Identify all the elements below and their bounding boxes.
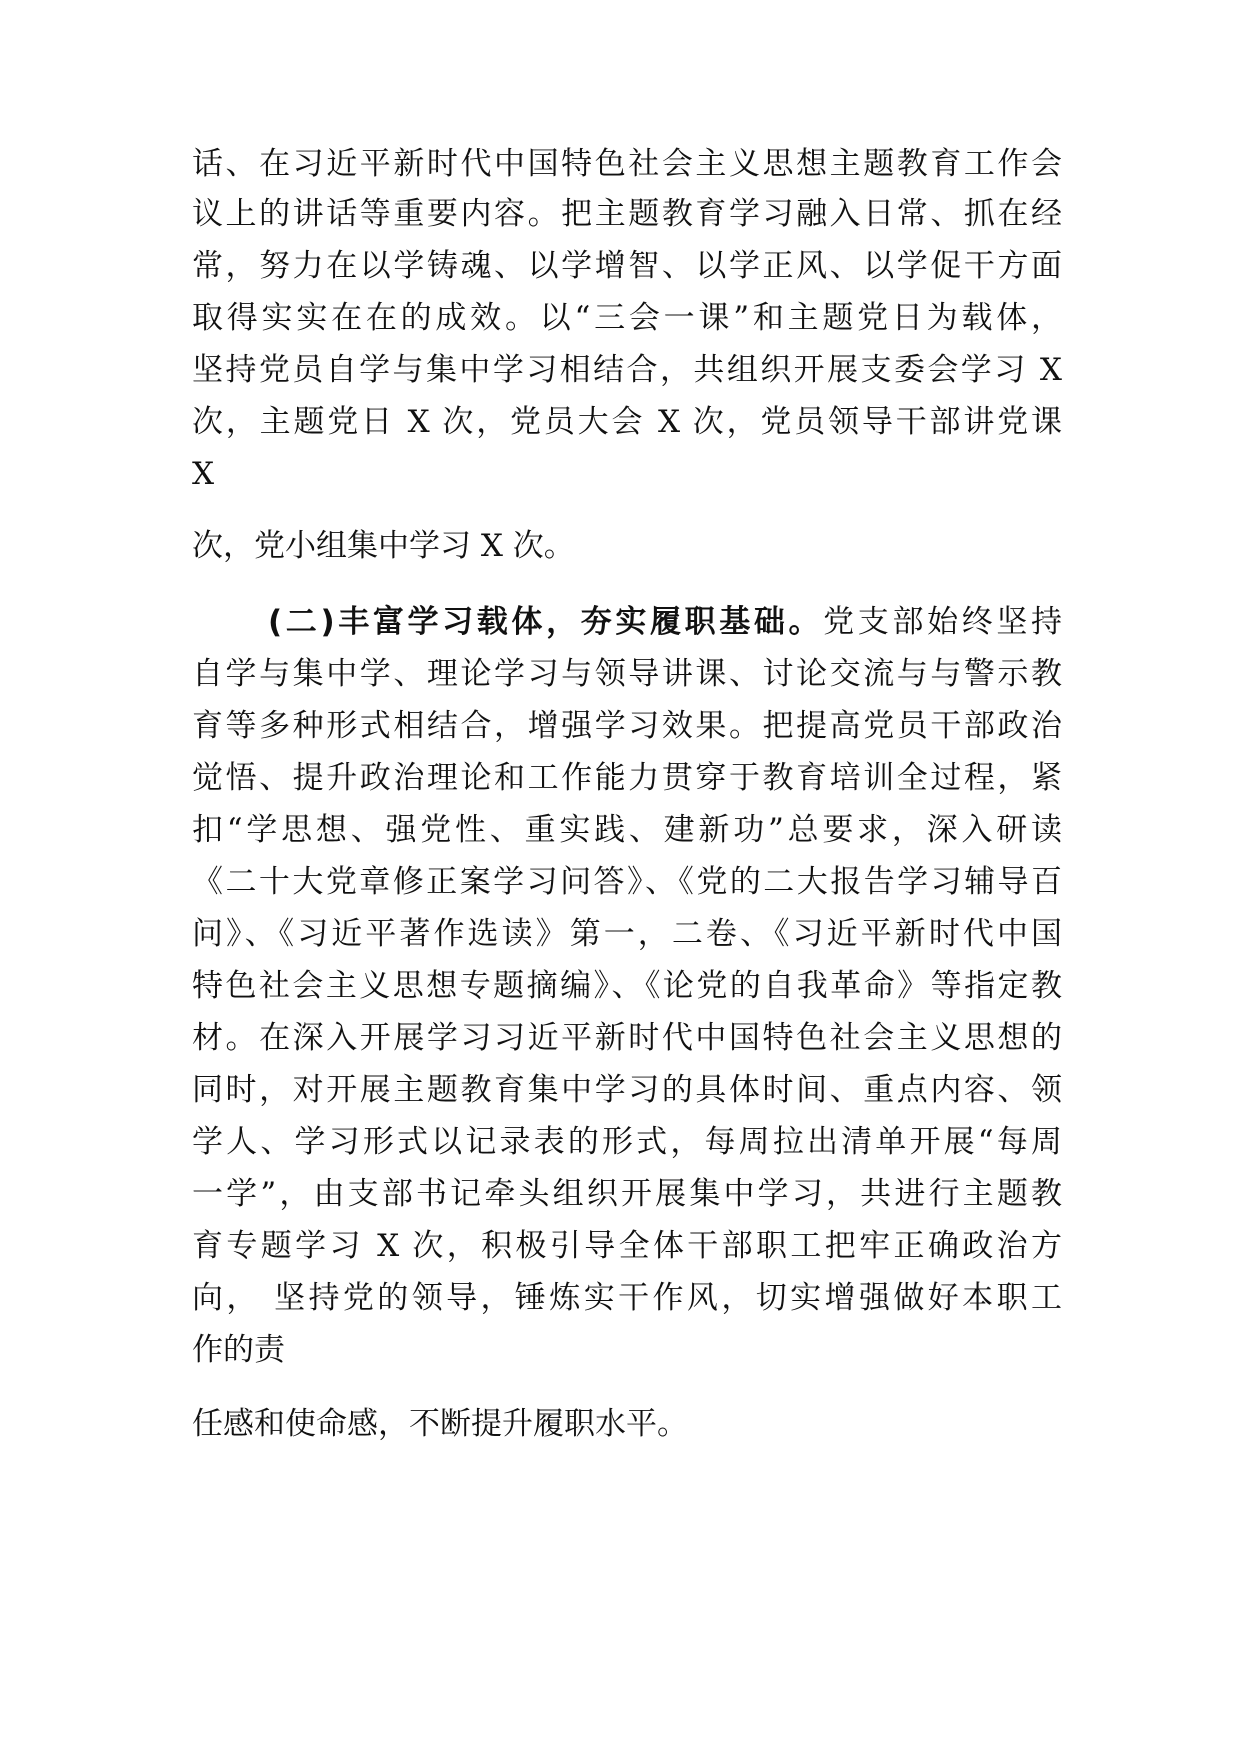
text-line: 扣“学思想、强党性、重实践、建新功”总要求，深入研读 <box>192 812 1062 848</box>
text-line: 议上的讲话等重要内容。把主题教育学习融入日常、抓在经 <box>192 196 1062 232</box>
text-line: 自学与集中学、理论学习与领导讲课、讨论交流与与警示教 <box>192 656 1062 692</box>
text-line: 同时，对开展主题教育集中学习的具体时间、重点内容、领 <box>192 1072 1062 1108</box>
text-line: 话、在习近平新时代中国特色社会主义思想主题教育工作会 <box>192 146 1062 182</box>
text-line: 向， 坚持党的领导，锤炼实干作风，切实增强做好本职工 <box>192 1280 1062 1316</box>
text-line: 育等多种形式相结合，增强学习效果。把提高党员干部政治 <box>192 708 1062 744</box>
text-line: 育专题学习 X 次，积极引导全体干部职工把牢正确政治方 <box>192 1228 1062 1264</box>
text-line: 学人、学习形式以记录表的形式，每周拉出清单开展“每周 <box>192 1124 1062 1160</box>
text-line: 次，主题党日 X 次，党员大会 X 次，党员领导干部讲党课 <box>192 404 1062 440</box>
section-heading-rest: 党支部始终坚持 <box>823 604 1062 640</box>
section-heading-line <box>268 594 1062 650</box>
text-line: 特色社会主义思想专题摘编》、《论党的自我革命》等指定教 <box>192 968 1062 1004</box>
text-line: 材。在深入开展学习习近平新时代中国特色社会主义思想的 <box>192 1020 1062 1056</box>
text-line: 次，党小组集中学习 X 次。 <box>192 528 575 564</box>
text-line: 常，努力在以学铸魂、以学增智、以学正风、以学促干方面 <box>192 248 1062 284</box>
text-line: 问》、《习近平著作选读》第一，二卷、《习近平新时代中国 <box>192 916 1062 952</box>
text-line: 觉悟、提升政治理论和工作能力贯穿于教育培训全过程，紧 <box>192 760 1062 796</box>
text-line: 任感和使命感，不断提升履职水平。 <box>192 1406 688 1442</box>
text-line: 作的责 <box>192 1332 285 1368</box>
text-line: 坚持党员自学与集中学习相结合，共组织开展支委会学习 X <box>192 352 1062 388</box>
section-heading: (二)丰富学习载体，夯实履职基础。 <box>268 604 824 640</box>
text-line: 一学”，由支部书记牵头组织开展集中学习，共进行主题教 <box>192 1176 1062 1212</box>
text-line: 《二十大党章修正案学习问答》、《党的二大报告学习辅导百 <box>192 864 1062 900</box>
text-line: 取得实实在在的成效。以“三会一课”和主题党日为载体， <box>192 300 1062 336</box>
text-line: X <box>192 456 215 492</box>
